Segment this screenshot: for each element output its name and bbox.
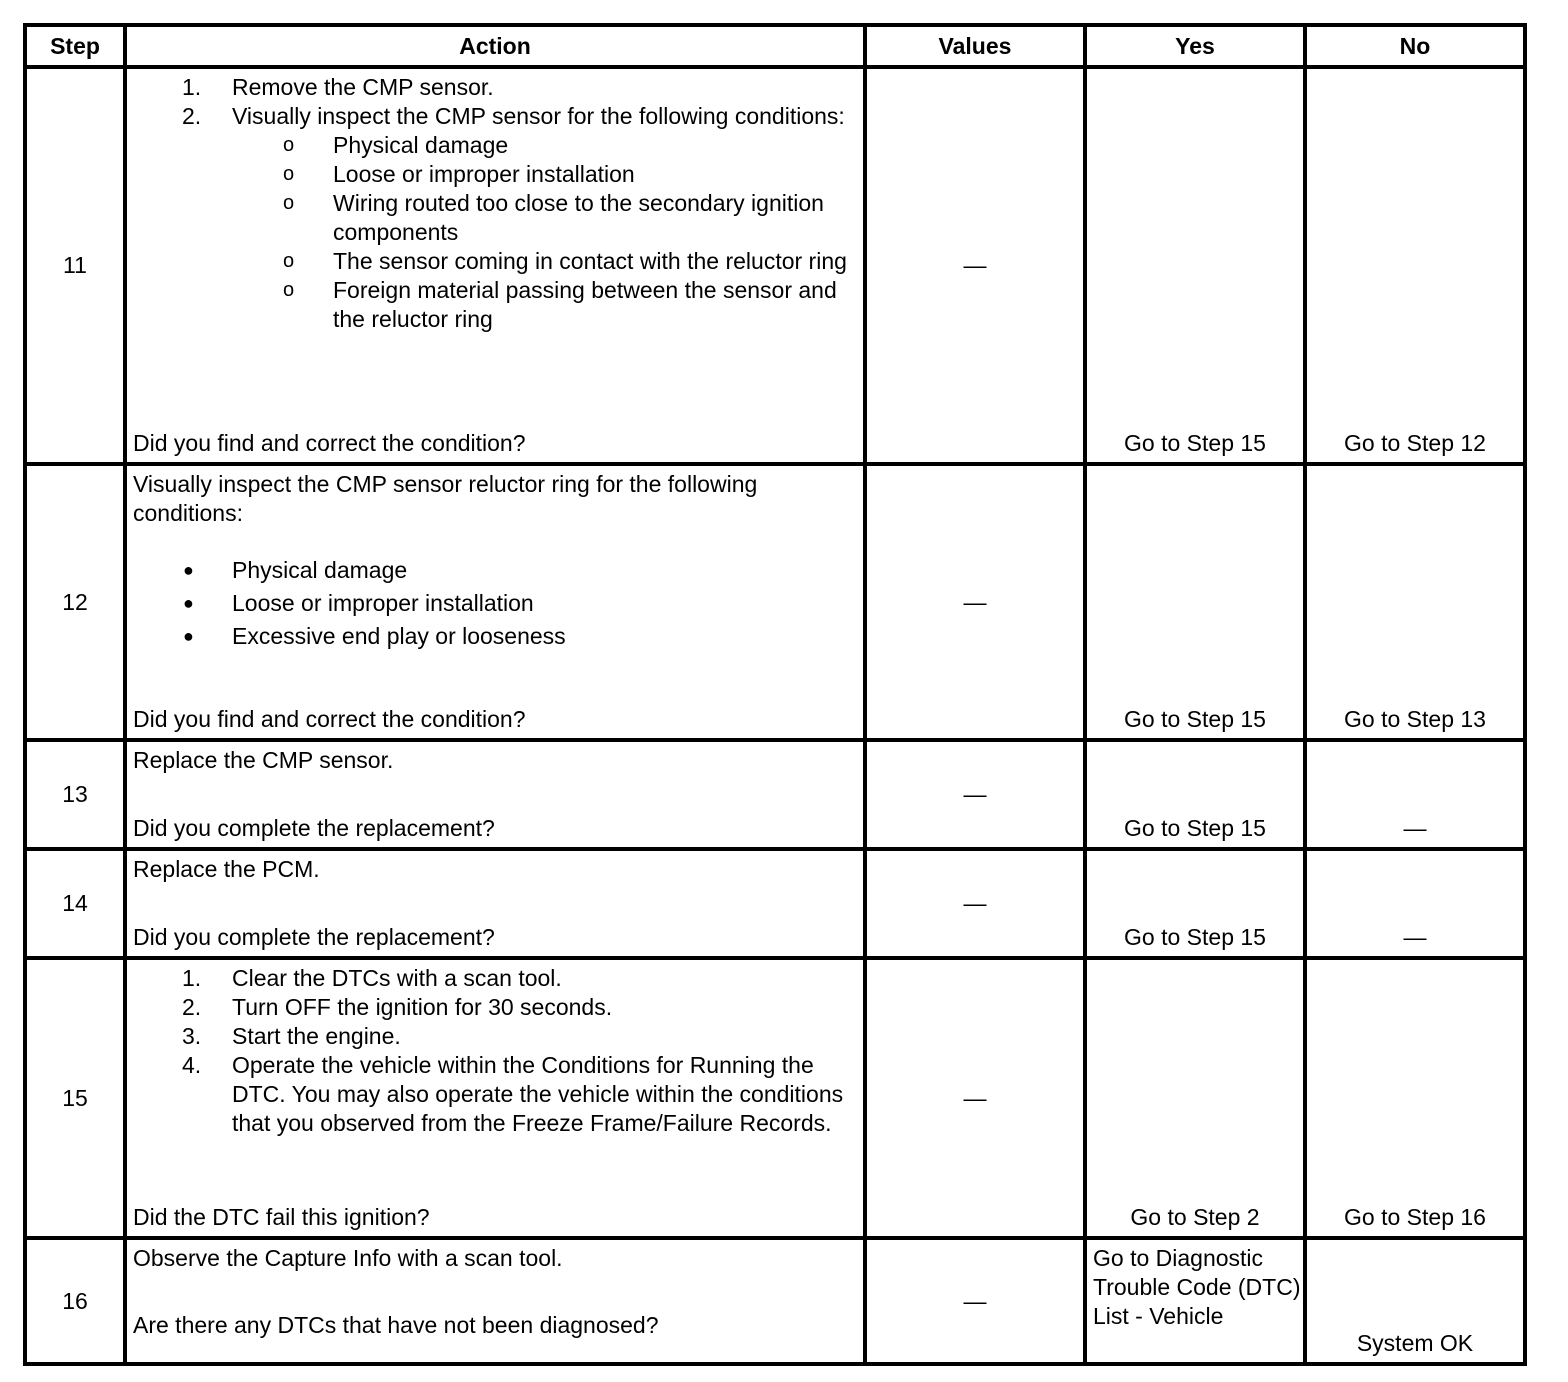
list-item: o Physical damage [283,132,509,158]
header-row [25,25,1525,67]
list-item: ● Physical damage [133,554,857,587]
step-number: 16 [25,1238,125,1364]
list-item: 3. Start the engine. [182,1023,401,1049]
list-item: ● Loose or improper installation [133,587,857,620]
list-item: ● Excessive end play or looseness [133,620,857,653]
yes-link[interactable]: Go to Step 15 [1124,924,1266,950]
table-row [25,1238,1525,1364]
no-value: — [1403,924,1427,950]
item-number: 2. [182,994,202,1020]
bullet-list [133,554,857,653]
value-cell: — [865,464,1085,740]
value-cell: — [865,740,1085,849]
yes-cell [1085,1238,1305,1364]
list-item: 1. Remove the CMP sensor. [182,74,494,100]
diagnostic-table [23,23,1527,1366]
no-link[interactable]: Go to Step 12 [1344,430,1486,456]
bullet-icon: ● [183,593,194,613]
yes-cell [1085,740,1305,849]
header-action: Action [125,25,865,67]
list-item: o Loose or improper installation [283,161,635,187]
action-cell [125,740,865,849]
step-number: 14 [25,849,125,958]
action-intro: Replace the CMP sensor. [133,747,394,773]
question: Are there any DTCs that have not been diagnosed? [133,1312,659,1338]
table-row [25,740,1525,849]
action-intro: Observe the Capture Info with a scan tool. [133,1245,563,1271]
yes-cell [1085,464,1305,740]
header-yes: Yes [1085,25,1305,67]
yes-link[interactable]: Go to Step 15 [1124,815,1266,841]
list-item: 2. Turn OFF the ignition for 30 seconds. [182,994,613,1020]
action-cell [125,67,865,464]
no-cell [1305,740,1525,849]
action-intro: Visually inspect the CMP sensor reluctor ring for the following conditions: [133,471,758,526]
step-number: 11 [25,67,125,464]
circle-bullet-icon: o [283,163,295,185]
numbered-list [133,964,857,1138]
table-row [25,67,1525,464]
item-number: 2. [182,103,202,129]
bullet-icon: ● [183,626,194,646]
action-cell [125,958,865,1238]
header-values: Values [865,25,1085,67]
table-row [25,464,1525,740]
list-item: 4. Operate the vehicle within the Conditions for Running the DTC. You may also operate the vehicle within the conditions that you observed from the Freeze Frame/Failure Records. [182,1052,844,1136]
bullet-icon: ● [183,560,194,580]
value-cell: — [865,958,1085,1238]
yes-cell [1085,958,1305,1238]
yes-link[interactable]: Go to Step 2 [1130,1204,1260,1230]
action-cell [125,849,865,958]
list-item: o Wiring routed too close to the secondary ignition components [283,190,824,245]
yes-link[interactable]: Go to Step 15 [1124,706,1266,732]
circle-bullet-icon: o [283,192,295,214]
no-link[interactable]: Go to Step 13 [1344,706,1486,732]
item-number: 3. [182,1023,202,1049]
no-cell [1305,1238,1525,1364]
item-number: 1. [182,965,202,991]
item-number: 4. [182,1052,202,1078]
circle-bullet-icon: o [283,134,295,156]
yes-link[interactable]: Go to Step 15 [1124,430,1266,456]
step-number: 12 [25,464,125,740]
circle-bullet-icon: o [283,279,295,301]
numbered-list [133,73,857,131]
step-number: 15 [25,958,125,1238]
header-no: No [1305,25,1525,67]
no-cell [1305,958,1525,1238]
question: Did you complete the replacement? [133,815,495,841]
no-cell [1305,464,1525,740]
yes-cell [1085,849,1305,958]
table-row [25,958,1525,1238]
action-cell [125,1238,865,1364]
circle-bullet-icon: o [283,250,295,272]
yes-cell [1085,67,1305,464]
value-cell: — [865,849,1085,958]
table-row [25,849,1525,958]
yes-link[interactable]: Go to Diagnostic Trouble Code (DTC) List - Vehicle [1093,1245,1301,1329]
question: Did you complete the replacement? [133,924,495,950]
no-value: — [1403,815,1427,841]
no-link[interactable]: Go to Step 16 [1344,1204,1486,1230]
question: Did you find and correct the condition? [133,430,526,456]
list-item: o The sensor coming in contact with the reluctor ring [283,248,847,274]
header-step: Step [25,25,125,67]
item-number: 1. [182,74,202,100]
list-item: 2. Visually inspect the CMP sensor for the following conditions: [182,103,845,129]
sub-list [133,131,857,334]
list-item: 1. Clear the DTCs with a scan tool. [182,965,562,991]
question: Did you find and correct the condition? [133,706,526,732]
value-cell: — [865,1238,1085,1364]
no-cell [1305,67,1525,464]
question: Did the DTC fail this ignition? [133,1204,430,1230]
action-cell [125,464,865,740]
action-intro: Replace the PCM. [133,856,320,882]
step-number: 13 [25,740,125,849]
no-cell [1305,849,1525,958]
value-cell: — [865,67,1085,464]
list-item: o Foreign material passing between the sensor and the reluctor ring [283,277,837,332]
no-value: System OK [1356,1330,1474,1356]
